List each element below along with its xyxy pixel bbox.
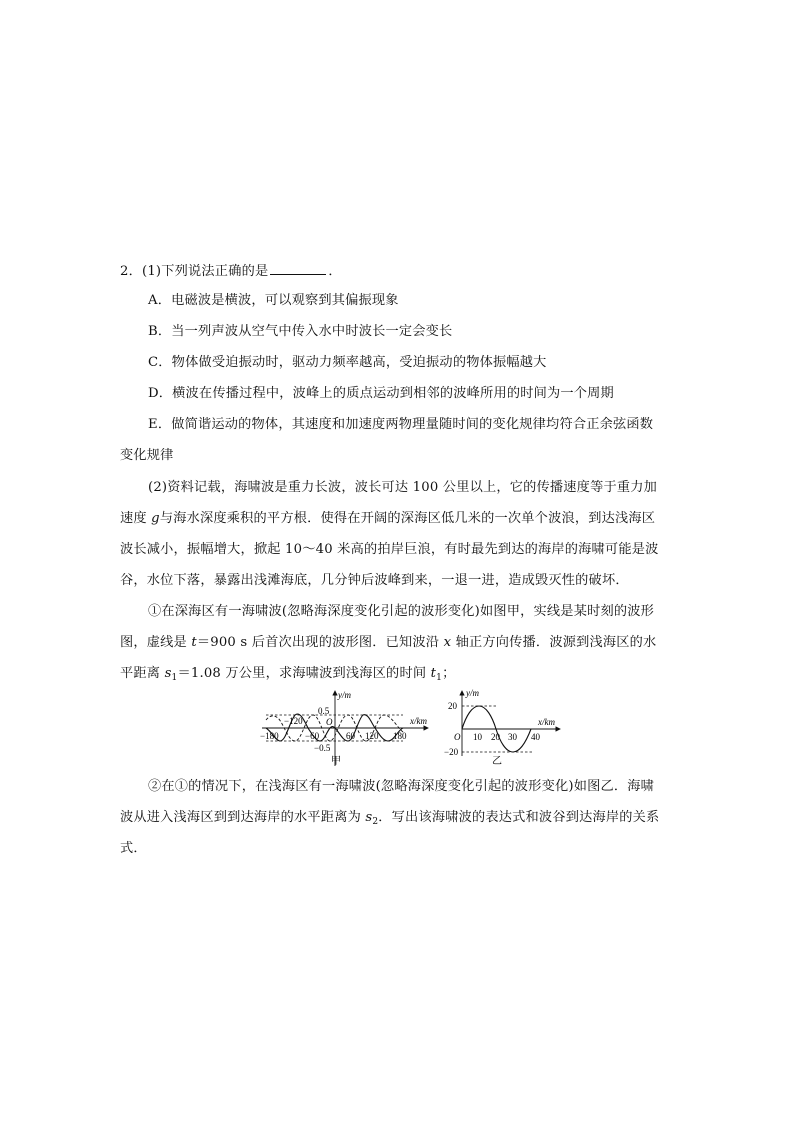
yi-origin: O bbox=[454, 732, 461, 742]
option-e-continued: 变化规律 bbox=[120, 448, 174, 463]
sub2-line1: ②在①的情况下，在浅海区有一海啸波(忽略海深度变化引起的波形变化)如图乙．海啸 bbox=[148, 779, 655, 794]
jia-x-tick-m120: −120 bbox=[284, 716, 303, 726]
yi-y-tick-bottom: −20 bbox=[444, 747, 459, 757]
answer-blank bbox=[270, 262, 326, 275]
sub2-line3: 式． bbox=[120, 841, 147, 856]
sub2-line2: 波从进入浅海区到到达海岸的水平距离为 $s_2$．写出该海啸波的表达式和波谷到达海岸的关系 bbox=[120, 810, 660, 827]
jia-y-axis-label: y/m bbox=[338, 690, 351, 700]
option-d: D．横波在传播过程中，波峰上的质点运动到相邻的波峰所用的时间为一个周期 bbox=[148, 386, 614, 401]
yi-x-tick-10: 10 bbox=[473, 732, 482, 742]
question-stem bbox=[120, 262, 342, 281]
figure-jia-svg bbox=[258, 686, 438, 768]
stem-prefix: 2．(1)下列说法正确的是 bbox=[120, 264, 269, 279]
option-e: E．做简谐运动的物体，其速度和加速度两物理量随时间的变化规律均符合正余弦函数 bbox=[148, 417, 654, 432]
jia-x-tick-m180: −180 bbox=[260, 731, 279, 741]
jia-x-axis-label: x/km bbox=[410, 716, 427, 726]
option-a: A．电磁波是横波，可以观察到其偏振现象 bbox=[148, 293, 399, 308]
part2-line1: (2)资料记载，海啸波是重力长波，波长可达 100 公里以上，它的传播速度等于重力加 bbox=[148, 480, 658, 495]
part2-line4: 谷，水位下落，暴露出浅滩海底，几分钟后波峰到来，一退一进，造成毁灭性的破坏． bbox=[120, 573, 629, 588]
yi-y-tick-top: 20 bbox=[448, 701, 457, 711]
sub1-line2: 图，虚线是 t＝900 s 后首次出现的波形图．已知波沿 x 轴正方向传播．波源到浅海区的水 bbox=[120, 635, 657, 650]
option-c: C．物体做受迫振动时，驱动力频率越高，受迫振动的物体振幅越大 bbox=[148, 355, 547, 370]
figure-yi-svg bbox=[440, 686, 570, 768]
part2-line2: 速度 g与海水深度乘积的平方根．使得在开阔的深海区低几米的一次单个波浪，到达浅海区 bbox=[120, 511, 656, 526]
part2-line3: 波长减小，振幅增大，掀起 10～40 米高的拍岸巨浪，有时最先到达的海岸的海啸可能是波 bbox=[120, 542, 659, 557]
jia-x-tick-60: 60 bbox=[346, 731, 355, 741]
jia-origin: O bbox=[326, 717, 333, 727]
jia-y-tick-bottom: −0.5 bbox=[314, 743, 331, 753]
jia-x-tick-180: 180 bbox=[393, 731, 407, 741]
yi-y-axis-label: y/m bbox=[466, 688, 479, 698]
figure-yi bbox=[440, 686, 570, 768]
jia-x-tick-120: 120 bbox=[365, 731, 379, 741]
sub1-line3: 平距离 $s_1=1.08$ 万公里，求海啸波到浅海区的时间 $t_1$； bbox=[120, 666, 456, 683]
yi-x-tick-40: 40 bbox=[531, 732, 540, 742]
jia-y-tick-top: 0.5 bbox=[318, 706, 330, 716]
yi-x-tick-20: 20 bbox=[491, 732, 500, 742]
yi-x-tick-30: 30 bbox=[508, 732, 517, 742]
sub1-line1: ①在深海区有一海啸波(忽略海深度变化引起的波形变化)如图甲，实线是某时刻的波形 bbox=[148, 604, 655, 619]
jia-x-tick-m60: −60 bbox=[305, 731, 320, 741]
jia-caption: 甲 bbox=[331, 756, 341, 767]
yi-caption: 乙 bbox=[492, 756, 502, 767]
stem-suffix: ． bbox=[328, 264, 342, 279]
yi-x-axis-label: x/km bbox=[538, 717, 555, 727]
option-b: B．当一列声波从空气中传入水中时波长一定会变长 bbox=[148, 324, 453, 339]
figure-jia bbox=[258, 686, 438, 768]
